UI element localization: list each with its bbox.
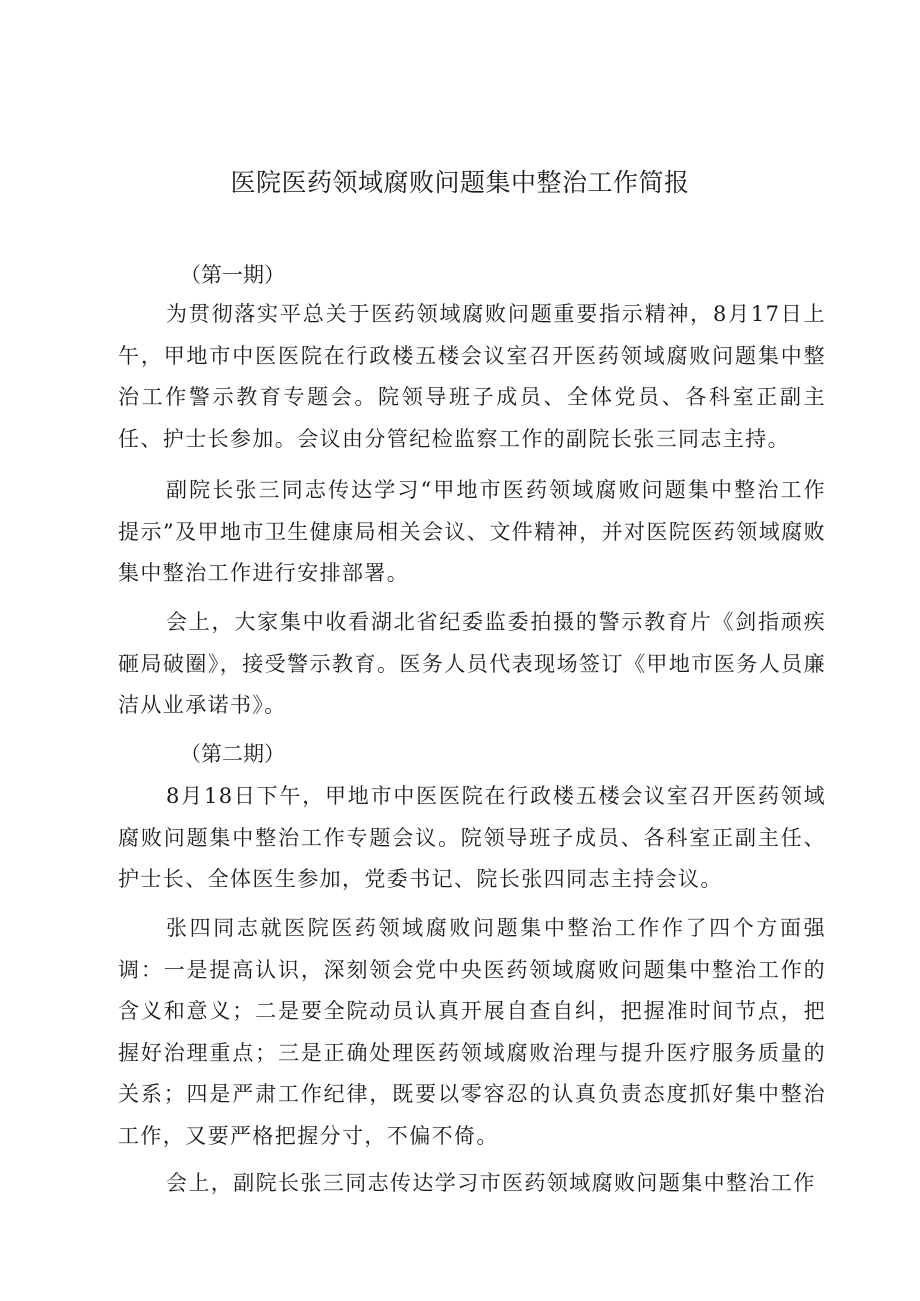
issue-2-paragraph-1: 8月18日下午，甲地市中医医院在行政楼五楼会议室召开医药领域腐败问题集中整治工作专题会议。院领导班子成员、各科室正副主任、护士长、全体医生参加，党委书记、院长张四同志主持会议。 xyxy=(118,784,826,891)
issue-label-second: （第二期） xyxy=(180,742,285,766)
issue-1-paragraph-1: 为贯彻落实平总关于医药领域腐败问题重要指示精神，8月17日上午，甲地市中医医院在行政楼五楼会议室召开医药领域腐败问题集中整治工作警示教育专题会。院领导班子成员、全体党员、各科室正副主任、护士长参加。会议由分管纪检监察工作的副院长张三同志主持。 xyxy=(118,302,826,451)
issue-1-paragraph-3: 会上，大家集中收看湖北省纪委监委拍摄的警示教育片《剑指顽疾砸局破圈》，接受警示教育。医务人员代表现场签订《甲地市医务人员廉洁从业承诺书》。 xyxy=(118,610,826,717)
issue-label-first: （第一期） xyxy=(180,263,285,287)
issue-1-paragraph-2: 副院长张三同志传达学习“甲地市医药领域腐败问题集中整治工作提示”及甲地市卫生健康局相关会议、文件精神，并对医院医药领域腐败集中整治工作进行安排部署。 xyxy=(118,478,826,585)
issue-2-paragraph-2: 张四同志就医院医药领域腐败问题集中整治工作作了四个方面强调：一是提高认识，深刻领会党中央医药领域腐败问题集中整治工作的含义和意义；二是要全院动员认真开展自查自纠，把握准时间节点，把握好治理重点；三是正确处理医药领域腐败治理与提升医疗服务质量的关系；四是严肃工作纪律，既要以零容忍的认真负责态度抓好集中整治工作，又要严格把握分寸，不偏不倚。 xyxy=(118,916,826,1148)
issue-2-paragraph-3: 会上，副院长张三同志传达学习市医药领域腐败问题集中整治工作 xyxy=(166,1171,816,1195)
document-title: 医院医药领域腐败问题集中整治工作简报 xyxy=(230,168,690,197)
